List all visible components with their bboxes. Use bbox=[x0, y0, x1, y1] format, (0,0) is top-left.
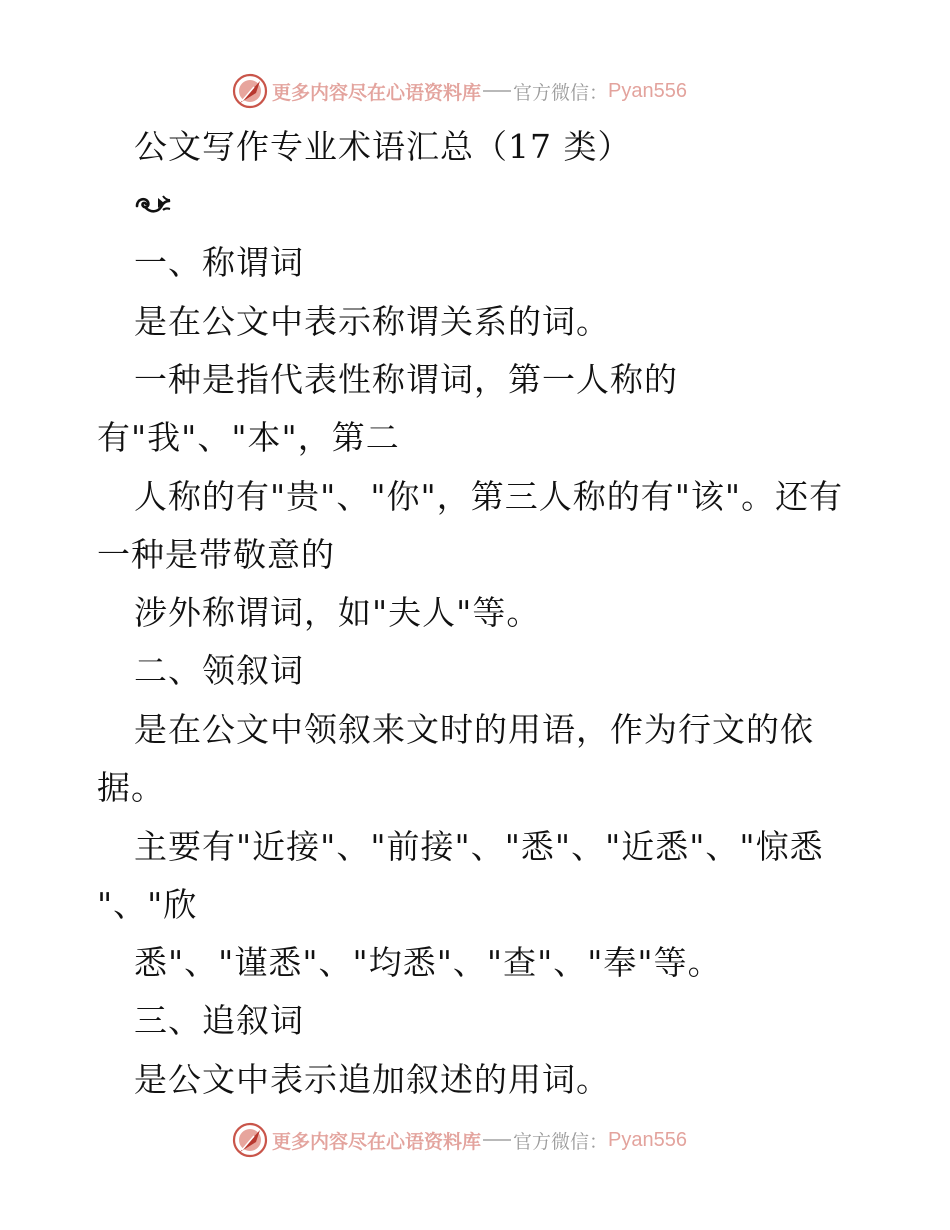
section-heading-3: 三、追叙词 bbox=[134, 1001, 304, 1040]
paragraph-line: 主要有"近接"、"前接"、"悉"、"近悉"、"惊悉 bbox=[134, 827, 824, 866]
paragraph-line: 有"我"、"本"，第二 bbox=[97, 418, 400, 457]
paragraph-line: 是在公文中领叙来文时的用语，作为行文的依 bbox=[134, 710, 814, 749]
paragraph-line: 据。 bbox=[97, 768, 165, 807]
watermark-official-label: 官方微信： bbox=[513, 1130, 609, 1153]
quill-logo-icon bbox=[232, 1122, 268, 1158]
paragraph-line: "、"欣 bbox=[97, 885, 198, 924]
paragraph-line: 悉"、"谨悉"、"均悉"、"查"、"奉"等。 bbox=[134, 943, 722, 982]
document-title: 公文写作专业术语汇总（17 类） bbox=[134, 127, 632, 166]
quill-logo-icon bbox=[232, 73, 268, 109]
watermark-id: Pyan556 bbox=[608, 79, 687, 102]
paragraph-line: 人称的有"贵"、"你"，第三人称的有"该"。还有 bbox=[134, 477, 844, 516]
watermark-footer bbox=[232, 1120, 687, 1160]
watermark-dash bbox=[483, 1139, 511, 1141]
paragraph-line: 是公文中表示追加叙述的用词。 bbox=[134, 1060, 610, 1099]
paragraph-line: 涉外称谓词，如"夫人"等。 bbox=[134, 593, 541, 632]
fleuron-ornament-icon bbox=[134, 190, 172, 220]
paragraph-line: 一种是带敬意的 bbox=[97, 535, 335, 574]
watermark-dash bbox=[483, 90, 511, 92]
section-heading-1: 一、称谓词 bbox=[134, 243, 304, 282]
section-heading-2: 二、领叙词 bbox=[134, 651, 304, 690]
paragraph-line: 是在公文中表示称谓关系的词。 bbox=[134, 302, 610, 341]
watermark-text: 更多内容尽在心语资料库 bbox=[272, 81, 482, 104]
watermark-header bbox=[232, 71, 687, 111]
paragraph-line: 一种是指代表性称谓词，第一人称的 bbox=[134, 360, 678, 399]
watermark-id: Pyan556 bbox=[608, 1128, 687, 1151]
watermark-text: 更多内容尽在心语资料库 bbox=[272, 1130, 482, 1153]
watermark-official-label: 官方微信： bbox=[513, 81, 609, 104]
